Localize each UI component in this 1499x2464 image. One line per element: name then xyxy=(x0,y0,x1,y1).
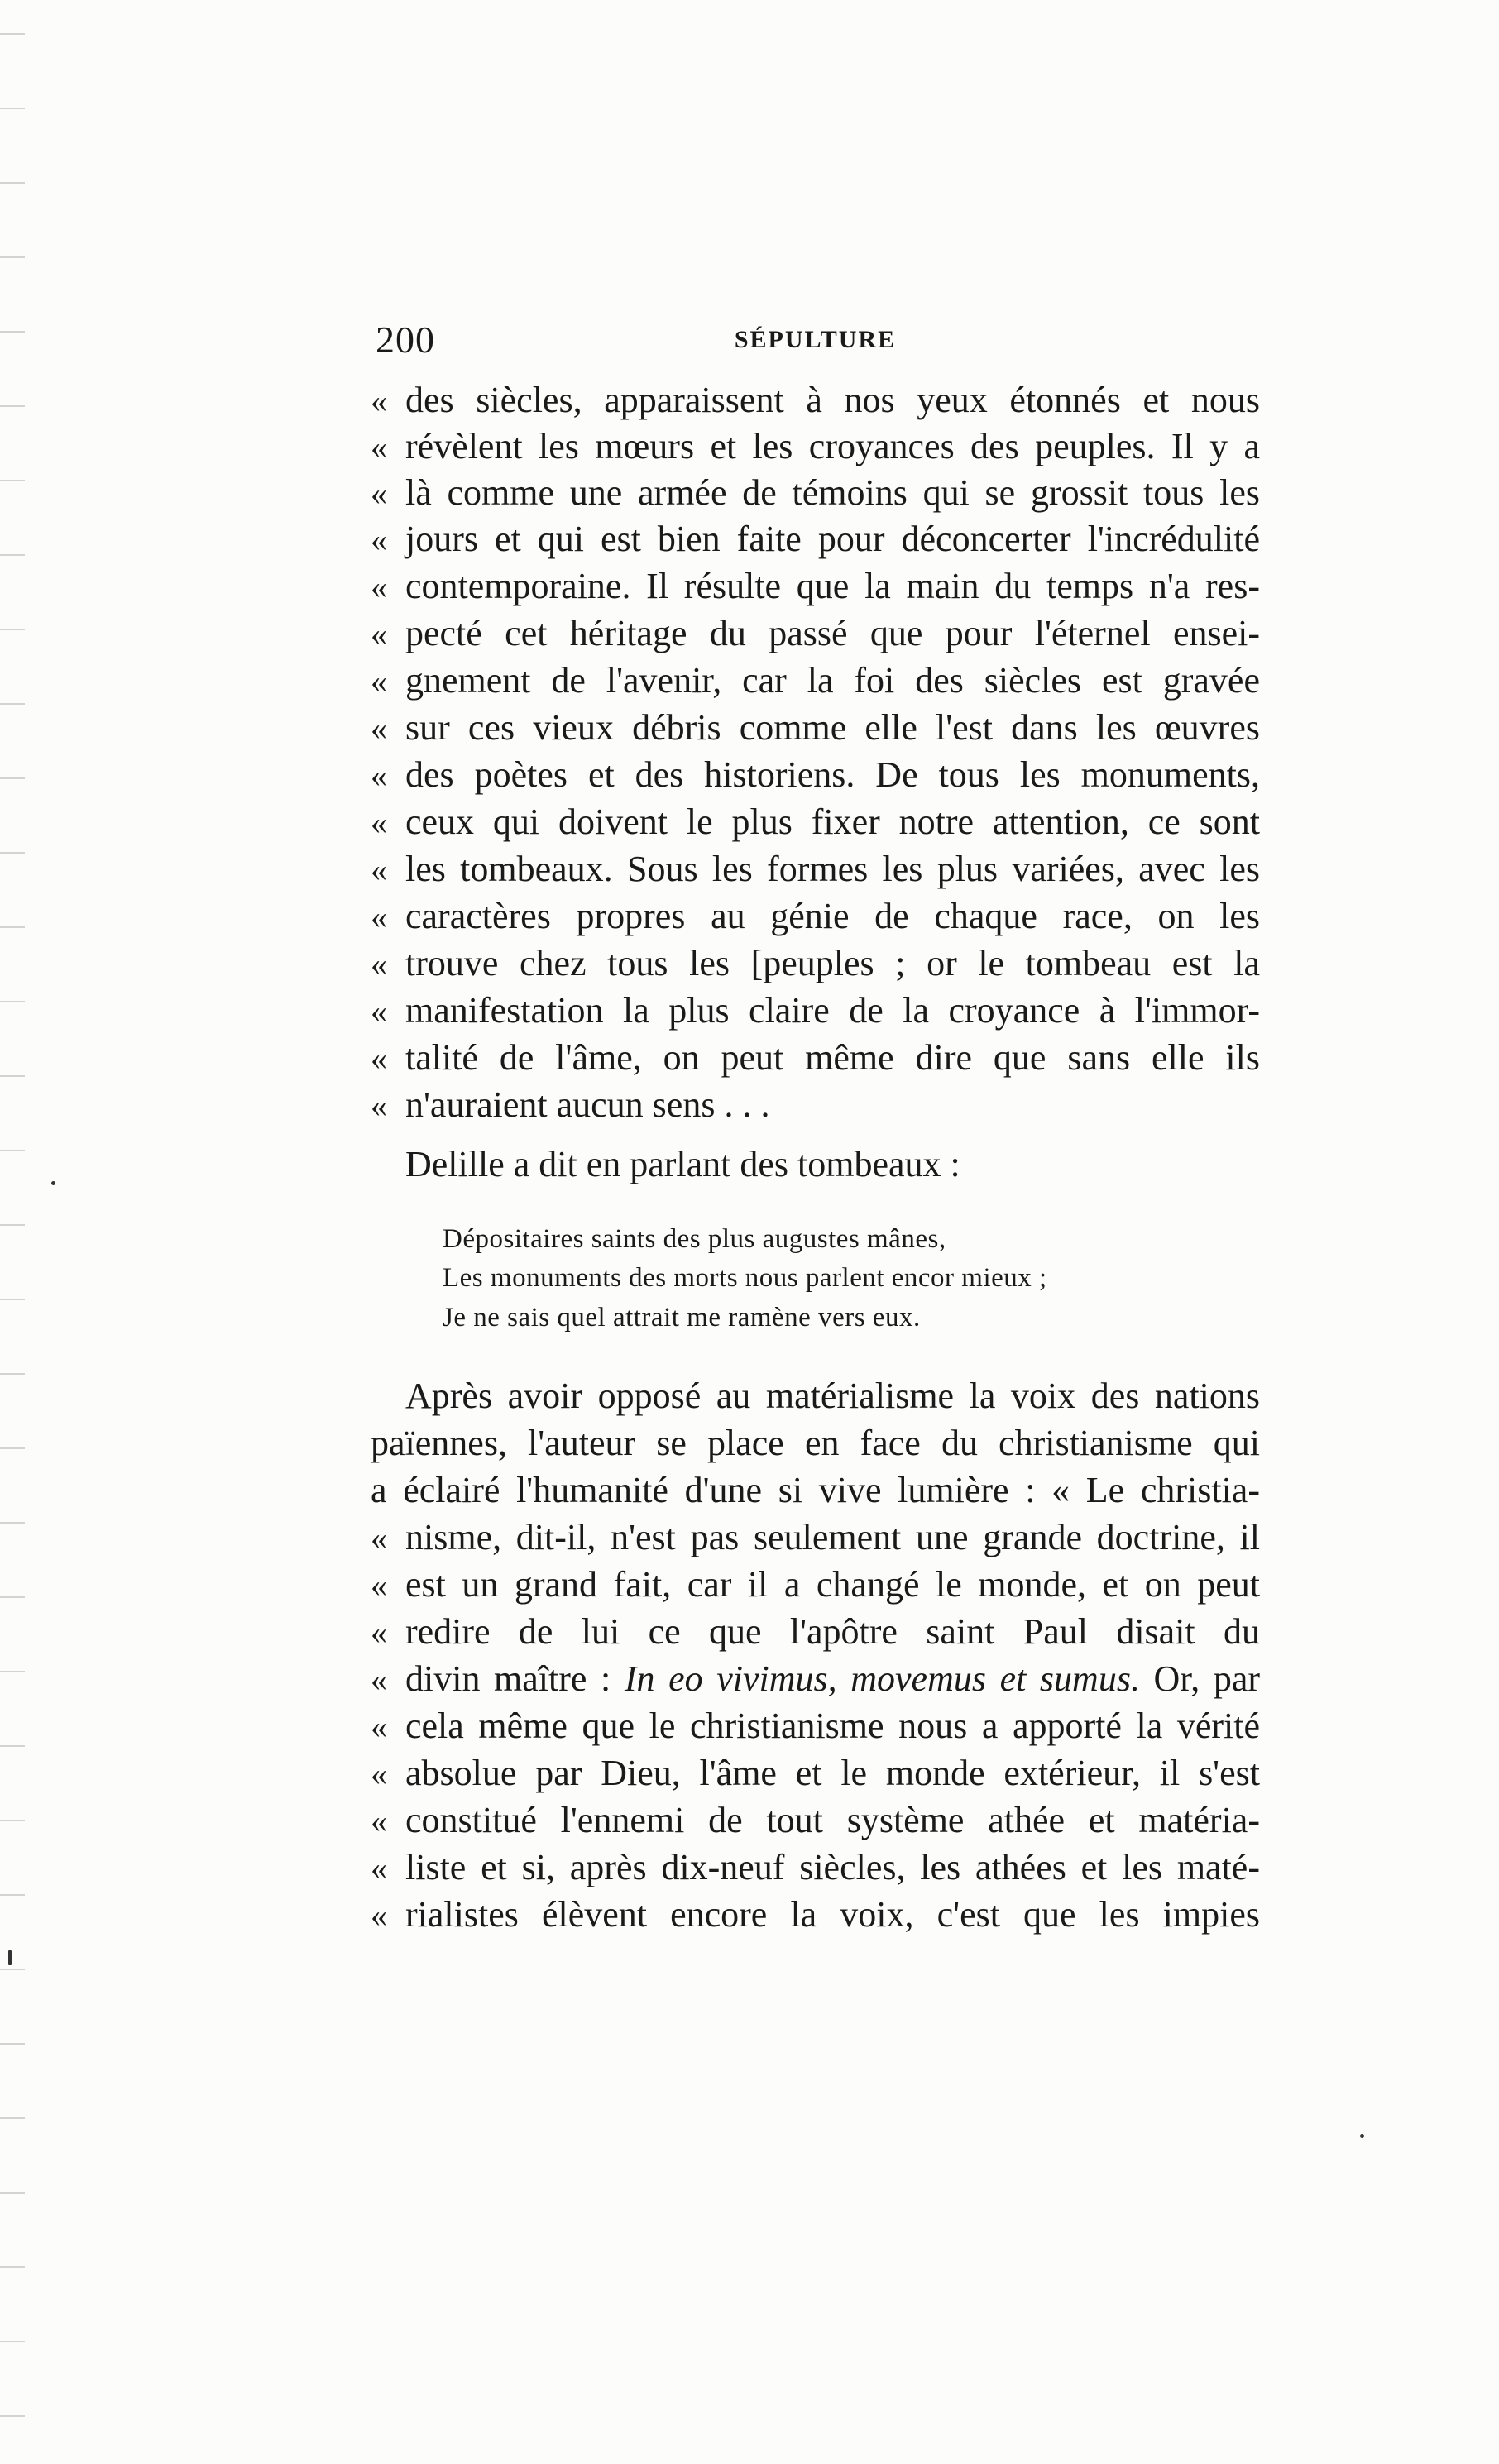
quote-mark: « xyxy=(371,898,387,935)
delille-intro: Delille a dit en parlant des tombeaux : xyxy=(405,1144,960,1184)
quote-mark: « xyxy=(371,521,387,558)
quote-mark: « xyxy=(371,1708,387,1745)
quoted-line xyxy=(371,707,1260,749)
running-head: SÉPULTURE xyxy=(734,326,897,353)
quoted-line xyxy=(371,472,1260,514)
line-text: sur ces vieux débris comme elle l'est dans les œuvres xyxy=(405,707,1260,748)
quote-mark: « xyxy=(371,382,387,419)
body-line xyxy=(405,1376,1260,1417)
line-text xyxy=(405,1658,1260,1699)
line-text: caractères propres au génie de chaque race, on les xyxy=(405,896,1260,936)
line-text: trouve chez tous les [peuples ; or le tombeau est la xyxy=(405,943,1260,983)
line-text: est un grand fait, car il a changé le monde, et on peut xyxy=(405,1564,1260,1605)
quoted-line xyxy=(371,1037,1260,1079)
quote-mark: « xyxy=(371,993,387,1030)
quoted-line xyxy=(371,426,1260,467)
quote-mark: « xyxy=(371,1661,387,1698)
quoted-line xyxy=(371,613,1260,654)
line-text: pecté cet héritage du passé que pour l'éternel ensei- xyxy=(405,613,1260,653)
quoted-line xyxy=(371,1517,1260,1558)
body-line xyxy=(371,1423,1260,1464)
latin-tail: Or, par xyxy=(1139,1658,1260,1699)
quoted-line xyxy=(371,849,1260,890)
line-text: révèlent les mœurs et les croyances des peuples. Il y a xyxy=(405,426,1260,466)
quote-mark: « xyxy=(371,1897,387,1934)
quoted-line xyxy=(371,1847,1260,1888)
quoted-line xyxy=(371,1611,1260,1653)
quote-mark: « xyxy=(371,945,387,983)
quote-mark: « xyxy=(371,1849,387,1887)
quote-mark: « xyxy=(371,1519,387,1557)
quoted-line xyxy=(371,1800,1260,1841)
scan-speck xyxy=(8,1950,12,1965)
quote-mark: « xyxy=(371,710,387,747)
quoted-line xyxy=(371,896,1260,937)
verse-line: Je ne sais quel attrait me ramène vers eux. xyxy=(443,1303,921,1332)
quoted-line xyxy=(371,566,1260,607)
quote-mark: « xyxy=(371,804,387,841)
line-text: constitué l'ennemi de tout système athée et matéria- xyxy=(405,1800,1260,1840)
line-text: talité de l'âme, on peut même dire que sans elle ils xyxy=(405,1037,1260,1078)
line-text: païennes, l'auteur se place en face du christianisme qui xyxy=(371,1423,1260,1463)
quote-mark: « xyxy=(371,1802,387,1840)
line-text: des poètes et des historiens. De tous les monuments, xyxy=(405,754,1260,795)
latin-lead: divin maître : xyxy=(405,1658,625,1699)
line-text: gnement de l'avenir, car la foi des siècles est gravée xyxy=(405,660,1260,701)
quote-mark: « xyxy=(371,851,387,888)
quote-mark: « xyxy=(371,475,387,512)
line-text: les tombeaux. Sous les formes les plus variées, avec les xyxy=(405,849,1260,889)
quote-mark: « xyxy=(371,1040,387,1077)
quoted-line xyxy=(371,1894,1260,1935)
verse-line: Dépositaires saints des plus augustes mânes, xyxy=(443,1224,946,1254)
line-text: absolue par Dieu, l'âme et le monde extérieur, il s'est xyxy=(405,1753,1260,1793)
line-text: là comme une armée de témoins qui se grossit tous les xyxy=(405,472,1260,513)
line-text: redire de lui ce que l'apôtre saint Paul disait du xyxy=(405,1611,1260,1652)
line-text: jours et qui est bien faite pour déconcerter l'incrédulité xyxy=(405,519,1260,559)
line-text: nisme, dit-il, n'est pas seulement une grande doctrine, il xyxy=(405,1517,1260,1557)
quoted-line xyxy=(371,1658,1260,1700)
quoted-line xyxy=(371,990,1260,1031)
line-text: liste et si, après dix-neuf siècles, les athées et les maté- xyxy=(405,1847,1260,1887)
verse-line: Les monuments des morts nous parlent encor mieux ; xyxy=(443,1263,1047,1293)
scan-speck xyxy=(51,1181,55,1185)
line-text: des siècles, apparaissent à nos yeux étonnés et nous xyxy=(405,380,1260,420)
quote-mark: « xyxy=(371,1614,387,1651)
quoted-line xyxy=(371,380,1260,421)
latin-quote: In eo vivimus, movemus et sumus. xyxy=(624,1658,1140,1699)
quoted-line xyxy=(371,519,1260,560)
quote-mark: « xyxy=(371,1087,387,1124)
page-number: 200 xyxy=(376,318,435,361)
quoted-line xyxy=(371,660,1260,701)
quote-mark: « xyxy=(371,568,387,605)
line-text: contemporaine. Il résulte que la main du temps n'a res- xyxy=(405,566,1260,606)
line-text: ceux qui doivent le plus fixer notre attention, ce sont xyxy=(405,801,1260,842)
scan-speck xyxy=(1360,2134,1364,2138)
quote-mark: « xyxy=(371,1755,387,1792)
line-text: Après avoir opposé au matérialisme la voix des nations xyxy=(405,1376,1260,1416)
quoted-line xyxy=(371,1084,1260,1126)
quoted-line xyxy=(371,754,1260,796)
line-text: a éclairé l'humanité d'une si vive lumière : « Le christia- xyxy=(371,1470,1260,1510)
quoted-line xyxy=(371,1564,1260,1605)
line-text: rialistes élèvent encore la voix, c'est que les impies xyxy=(405,1894,1260,1935)
quoted-line xyxy=(371,943,1260,984)
line-text: cela même que le christianisme nous a apporté la vérité xyxy=(405,1706,1260,1746)
quoted-line xyxy=(371,1753,1260,1794)
line-text: manifestation la plus claire de la croyance à l'immor- xyxy=(405,990,1260,1031)
body-line xyxy=(371,1470,1260,1511)
line-text: n'auraient aucun sens . . . xyxy=(405,1084,770,1125)
quote-mark: « xyxy=(371,428,387,466)
quoted-line xyxy=(371,801,1260,843)
quote-mark: « xyxy=(371,663,387,700)
scan-edge-noise xyxy=(0,0,25,2464)
quoted-line xyxy=(371,1706,1260,1747)
quote-mark: « xyxy=(371,615,387,653)
page-header xyxy=(371,318,1260,367)
quote-mark: « xyxy=(371,1567,387,1604)
quote-mark: « xyxy=(371,757,387,794)
